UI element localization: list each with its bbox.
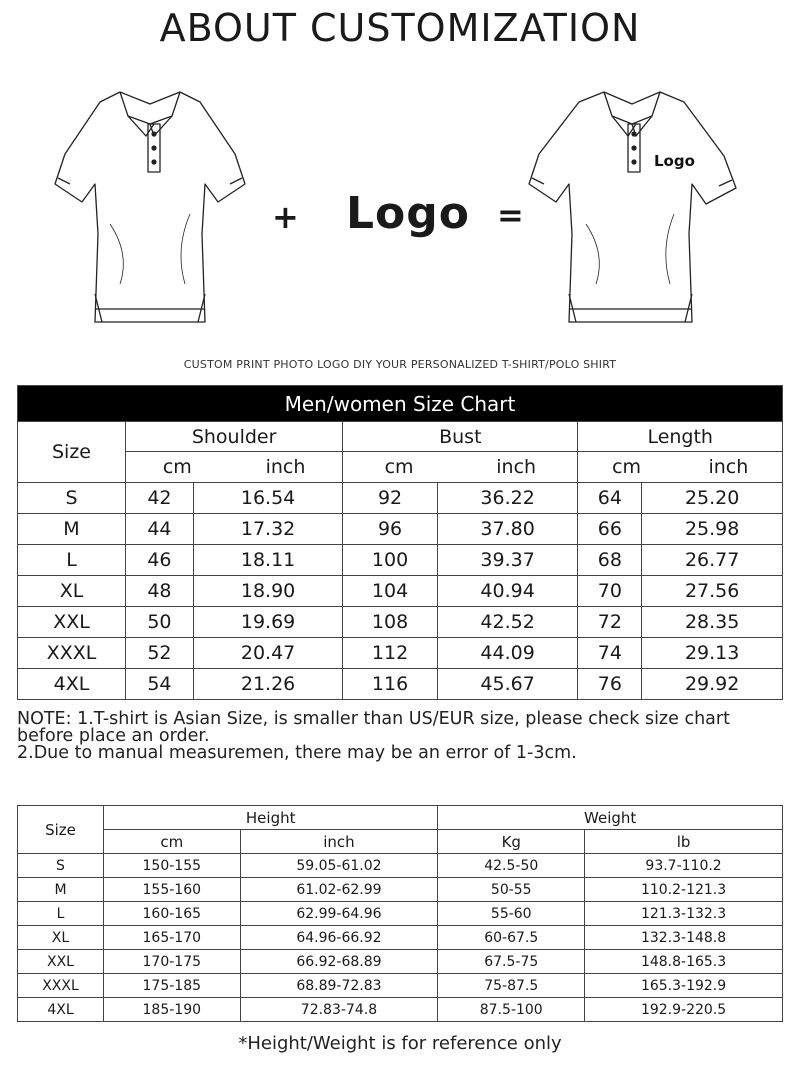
size-label: M bbox=[18, 878, 104, 902]
size-row bbox=[18, 576, 783, 607]
hw-value: 61.02-62.99 bbox=[240, 878, 438, 902]
unit-inch: inch bbox=[708, 456, 749, 478]
size-value: 46 bbox=[126, 545, 194, 576]
size-label: XL bbox=[18, 926, 104, 950]
size-value: 18.90 bbox=[193, 576, 342, 607]
size-value: 44.09 bbox=[437, 638, 578, 669]
plus-sign: + bbox=[272, 198, 299, 236]
size-label: XXL bbox=[18, 607, 126, 638]
unit-cm: cm bbox=[104, 830, 241, 854]
hw-value: 75-87.5 bbox=[438, 974, 585, 998]
size-value: 16.54 bbox=[193, 483, 342, 514]
size-value: 25.98 bbox=[642, 514, 783, 545]
hw-value: 175-185 bbox=[104, 974, 241, 998]
size-value: 96 bbox=[343, 514, 438, 545]
size-value: 52 bbox=[126, 638, 194, 669]
hw-value: 66.92-68.89 bbox=[240, 950, 438, 974]
hw-row bbox=[18, 974, 783, 998]
size-value: 66 bbox=[578, 514, 642, 545]
hw-row bbox=[18, 854, 783, 878]
size-value: 42.52 bbox=[437, 607, 578, 638]
hw-value: 93.7-110.2 bbox=[585, 854, 783, 878]
hw-value: 165.3-192.9 bbox=[585, 974, 783, 998]
size-value: 21.26 bbox=[193, 669, 342, 700]
subtitle: CUSTOM PRINT PHOTO LOGO DIY YOUR PERSONALIZED T-SHIRT/POLO SHIRT bbox=[183, 358, 617, 371]
hw-value: 72.83-74.8 bbox=[240, 998, 438, 1022]
size-value: 40.94 bbox=[437, 576, 578, 607]
size-label: L bbox=[18, 545, 126, 576]
hw-row bbox=[18, 926, 783, 950]
hw-value: 62.99-64.96 bbox=[240, 902, 438, 926]
size-value: 36.22 bbox=[437, 483, 578, 514]
size-value: 28.35 bbox=[642, 607, 783, 638]
size-value: 100 bbox=[343, 545, 438, 576]
note-line-1: NOTE: 1.T-shirt is Asian Size, is smaller than US/EUR size, please check size chart before place an order. bbox=[17, 709, 730, 746]
hw-row bbox=[18, 998, 783, 1022]
unit-inch: inch bbox=[265, 456, 306, 478]
hw-value: 110.2-121.3 bbox=[585, 878, 783, 902]
size-label: XXXL bbox=[18, 974, 104, 998]
unit-cm: cm bbox=[162, 456, 192, 478]
group-header-bust: Bust bbox=[343, 422, 578, 452]
size-value: 39.37 bbox=[437, 545, 578, 576]
size-row bbox=[18, 638, 783, 669]
hw-value: 59.05-61.02 bbox=[240, 854, 438, 878]
hw-row bbox=[18, 950, 783, 974]
hw-value: 68.89-72.83 bbox=[240, 974, 438, 998]
note-line-2: 2.Due to manual measuremen, there may be an error of 1-3cm. bbox=[17, 743, 577, 763]
size-value: 18.11 bbox=[193, 545, 342, 576]
size-value: 92 bbox=[343, 483, 438, 514]
polo-shirt-blank-illustration bbox=[50, 84, 250, 334]
polo-shirt-logo-illustration bbox=[524, 84, 744, 334]
size-chart-table bbox=[17, 385, 783, 700]
size-label: M bbox=[18, 514, 126, 545]
size-label: XXL bbox=[18, 950, 104, 974]
size-label: S bbox=[18, 854, 104, 878]
size-value: 27.56 bbox=[642, 576, 783, 607]
size-column-header: Size bbox=[18, 422, 126, 483]
footnote: *Height/Weight is for reference only bbox=[238, 1033, 562, 1054]
size-value: 26.77 bbox=[642, 545, 783, 576]
size-value: 64 bbox=[578, 483, 642, 514]
hw-value: 121.3-132.3 bbox=[585, 902, 783, 926]
unit-lb: lb bbox=[585, 830, 783, 854]
height-weight-table bbox=[17, 805, 783, 1022]
size-row bbox=[18, 545, 783, 576]
size-label: L bbox=[18, 902, 104, 926]
size-value: 50 bbox=[126, 607, 194, 638]
unit-header bbox=[126, 452, 343, 483]
unit-cm: cm bbox=[384, 456, 414, 478]
size-value: 17.32 bbox=[193, 514, 342, 545]
unit-inch: inch bbox=[240, 830, 438, 854]
size-value: 42 bbox=[126, 483, 194, 514]
hw-value: 192.9-220.5 bbox=[585, 998, 783, 1022]
group-header-length: Length bbox=[578, 422, 783, 452]
size-note bbox=[17, 711, 787, 762]
size-row bbox=[18, 514, 783, 545]
size-value: 112 bbox=[343, 638, 438, 669]
size-value: 54 bbox=[126, 669, 194, 700]
hw-value: 155-160 bbox=[104, 878, 241, 902]
size-value: 72 bbox=[578, 607, 642, 638]
page-title: ABOUT CUSTOMIZATION bbox=[159, 6, 641, 50]
size-row bbox=[18, 483, 783, 514]
hw-row bbox=[18, 902, 783, 926]
unit-inch: inch bbox=[496, 456, 537, 478]
group-header-weight: Weight bbox=[438, 806, 783, 830]
size-label: XL bbox=[18, 576, 126, 607]
logo-word: Logo bbox=[346, 188, 470, 239]
size-value: 76 bbox=[578, 669, 642, 700]
hw-value: 165-170 bbox=[104, 926, 241, 950]
hw-value: 50-55 bbox=[438, 878, 585, 902]
size-value: 29.92 bbox=[642, 669, 783, 700]
size-value: 68 bbox=[578, 545, 642, 576]
hw-value: 87.5-100 bbox=[438, 998, 585, 1022]
size-value: 104 bbox=[343, 576, 438, 607]
size-value: 37.80 bbox=[437, 514, 578, 545]
hw-value: 132.3-148.8 bbox=[585, 926, 783, 950]
unit-cm: cm bbox=[612, 456, 642, 478]
size-row bbox=[18, 607, 783, 638]
hw-value: 55-60 bbox=[438, 902, 585, 926]
shirt-logo-text: Logo bbox=[654, 152, 695, 170]
size-row bbox=[18, 669, 783, 700]
size-label: XXXL bbox=[18, 638, 126, 669]
size-value: 70 bbox=[578, 576, 642, 607]
size-value: 45.67 bbox=[437, 669, 578, 700]
hw-value: 42.5-50 bbox=[438, 854, 585, 878]
unit-header bbox=[343, 452, 578, 483]
size-label: 4XL bbox=[18, 669, 126, 700]
hw-value: 170-175 bbox=[104, 950, 241, 974]
equals-sign: = bbox=[497, 196, 524, 234]
size-value: 108 bbox=[343, 607, 438, 638]
size-chart-title: Men/women Size Chart bbox=[18, 386, 783, 422]
hw-value: 148.8-165.3 bbox=[585, 950, 783, 974]
size-value: 74 bbox=[578, 638, 642, 669]
hw-value: 160-165 bbox=[104, 902, 241, 926]
size-label: S bbox=[18, 483, 126, 514]
group-header-height: Height bbox=[104, 806, 438, 830]
size-value: 116 bbox=[343, 669, 438, 700]
size-value: 29.13 bbox=[642, 638, 783, 669]
size-value: 20.47 bbox=[193, 638, 342, 669]
size-value: 19.69 bbox=[193, 607, 342, 638]
hw-value: 185-190 bbox=[104, 998, 241, 1022]
group-header-shoulder: Shoulder bbox=[126, 422, 343, 452]
size-label: 4XL bbox=[18, 998, 104, 1022]
hw-value: 150-155 bbox=[104, 854, 241, 878]
size-value: 44 bbox=[126, 514, 194, 545]
size-value: 25.20 bbox=[642, 483, 783, 514]
unit-kg: Kg bbox=[438, 830, 585, 854]
size-column-header: Size bbox=[18, 806, 104, 854]
unit-header bbox=[578, 452, 783, 483]
hw-value: 67.5-75 bbox=[438, 950, 585, 974]
size-value: 48 bbox=[126, 576, 194, 607]
hw-row bbox=[18, 878, 783, 902]
hw-value: 64.96-66.92 bbox=[240, 926, 438, 950]
hw-value: 60-67.5 bbox=[438, 926, 585, 950]
